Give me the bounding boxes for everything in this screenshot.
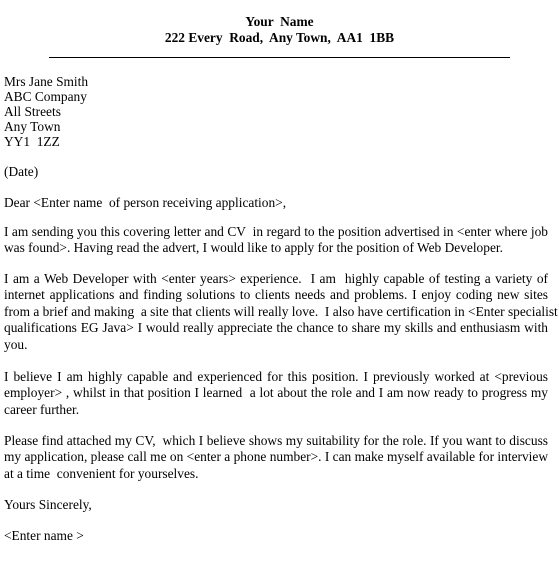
header-divider bbox=[49, 57, 510, 58]
paragraph-line: I am a Web Developer with <enter years> experience. I am highly capable of testing a variety of bbox=[4, 271, 548, 286]
paragraph-4 bbox=[4, 433, 548, 482]
recipient-address bbox=[4, 74, 88, 149]
paragraph-1 bbox=[4, 224, 548, 257]
paragraph-line: my application, please call me on <enter a phone number>. I can make myself available for interview bbox=[4, 449, 548, 465]
paragraph-line: at a time convenient for yourselves. bbox=[4, 465, 199, 481]
paragraph-line: qualifications EG Java> I would really appreciate the chance to share my skills and enthusiasm with bbox=[4, 320, 548, 336]
paragraph-line: I am sending you this covering letter and CV in regard to the position advertised in <enter where job bbox=[4, 224, 548, 239]
recipient-line: Any Town bbox=[4, 119, 61, 134]
paragraph-line: you. bbox=[4, 336, 28, 352]
paragraph-line: internet applications and finding solutions to clients needs and problems. I enjoy coding new sites bbox=[4, 287, 548, 303]
letter-date: (Date) bbox=[4, 164, 39, 179]
sender-name: Your Name bbox=[245, 14, 314, 29]
recipient-line: ABC Company bbox=[4, 89, 87, 104]
signature-placeholder: <Enter name > bbox=[4, 528, 84, 543]
paragraph-line: career further. bbox=[4, 401, 80, 417]
paragraph-2 bbox=[4, 271, 558, 353]
sender-address: 222 Every Road, Any Town, AA1 1BB bbox=[164, 30, 395, 45]
paragraph-line: was found>. Having read the advert, I would like to apply for the position of Web Developer. bbox=[4, 240, 503, 256]
paragraph-line: from a brief and making a site that clients will really love. I also have certification in <Enter specialist bbox=[4, 303, 558, 319]
recipient-line: Mrs Jane Smith bbox=[4, 74, 89, 89]
paragraph-line: I believe I am highly capable and experienced for this position. I previously worked at <previous bbox=[4, 369, 548, 384]
paragraph-line: employer> , whilst in that position I learned a lot about the role and I am now ready to progress my bbox=[4, 385, 548, 401]
closing: Yours Sincerely, bbox=[4, 497, 92, 512]
paragraph-3 bbox=[4, 369, 548, 418]
salutation: Dear <Enter name of person receiving application>, bbox=[4, 195, 287, 210]
recipient-line: YY1 1ZZ bbox=[4, 134, 60, 149]
recipient-line: All Streets bbox=[4, 104, 61, 119]
paragraph-line: Please find attached my CV, which I believe shows my suitability for the role. If you want to discuss bbox=[4, 433, 548, 448]
